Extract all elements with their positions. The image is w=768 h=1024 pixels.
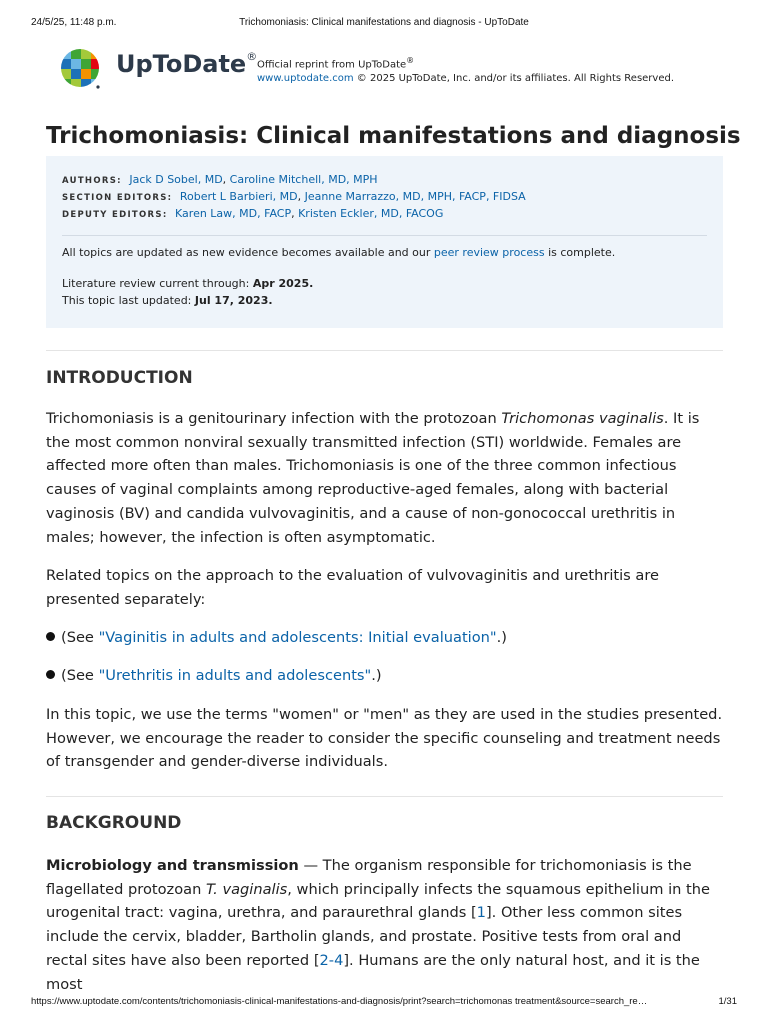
reprint-notice: Official reprint from UpToDate® www.uptodate.com © 2025 UpToDate, Inc. and/or its affiliates. All Rights Reserved.	[257, 56, 675, 85]
reference-link[interactable]: 1	[476, 904, 486, 922]
print-date: 24/5/25, 11:48 p.m.	[31, 17, 117, 28]
author-link[interactable]: Jack D Sobel, MD	[129, 173, 223, 186]
uptodate-logo-icon	[60, 48, 102, 90]
list-item: (See "Vaginitis in adults and adolescents: Initial evaluation".)	[46, 628, 726, 648]
section-editor-link[interactable]: Jeanne Marrazzo, MD, MPH, FACP, FIDSA	[304, 190, 526, 203]
uptodate-site-link[interactable]: www.uptodate.com	[257, 73, 354, 85]
reprint-text: Official reprint from UpToDate	[257, 59, 407, 71]
review-notice: All topics are updated as new evidence becomes available and our peer review process is complete.	[62, 246, 616, 259]
page-number: 1/31	[718, 996, 737, 1007]
author-link[interactable]: Caroline Mitchell, MD, MPH	[229, 173, 378, 186]
deputy-editor-link[interactable]: Karen Law, MD, FACP	[175, 207, 292, 220]
reference-link[interactable]: 2-4	[319, 951, 344, 969]
related-topic-link[interactable]: "Urethritis in adults and adolescents"	[98, 667, 372, 684]
deputy-editors-label: DEPUTY EDITORS:	[62, 210, 168, 220]
print-footer	[31, 996, 737, 1010]
print-header	[31, 17, 737, 31]
list-item: (See "Urethritis in adults and adolescents".)	[46, 666, 726, 686]
section-editor-link[interactable]: Robert L Barbieri, MD	[179, 190, 298, 203]
section-divider	[46, 796, 723, 797]
section-editors-label: SECTION EDITORS:	[62, 193, 173, 203]
literature-review-date: Literature review current through: Apr 2025.	[62, 277, 314, 290]
terminology-paragraph: In this topic, we use the terms "women" or "men" as they are used in the studies presented. However, we encourage the reader to consider the specific counseling and treatment needs of transgender and gender-diverse individuals.	[46, 706, 723, 771]
deputy-editors-line: DEPUTY EDITORS: Karen Law, MD, FACP, Kristen Eckler, MD, FACOG	[62, 207, 444, 220]
background-heading: BACKGROUND	[46, 813, 182, 833]
brand-header	[60, 46, 700, 92]
copyright-text: © 2025 UpToDate, Inc. and/or its affiliates. All Rights Reserved.	[356, 73, 675, 85]
related-topic-link[interactable]: "Vaginitis in adults and adolescents: Initial evaluation"	[98, 629, 497, 646]
introduction-heading: INTRODUCTION	[46, 368, 193, 388]
introduction-paragraph: Trichomoniasis is a genitourinary infection with the protozoan Trichomonas vaginalis. It is the most common nonviral sexually transmitted infection (STI) worldwide. Females are affected more often than males. Trichomoniasis is one of the three common infectious causes of vaginal complaints among reproductive-aged females, along with bacterial vaginosis (BV) and candida vulvovaginitis, and a cause of non-gonococcal urethritis in males; however, the infection is often asymptomatic.	[46, 410, 700, 546]
deputy-editor-link[interactable]: Kristen Eckler, MD, FACOG	[298, 207, 444, 220]
authors-label: AUTHORS:	[62, 176, 122, 186]
microbiology-subheading: Microbiology and transmission	[46, 857, 299, 874]
section-divider	[46, 350, 723, 351]
section-editors-line: SECTION EDITORS: Robert L Barbieri, MD, Jeanne Marrazzo, MD, MPH, FACP, FIDSA	[62, 190, 526, 203]
bullet-icon	[46, 670, 55, 679]
last-updated-date: This topic last updated: Jul 17, 2023.	[62, 294, 273, 307]
microbiology-paragraph: Microbiology and transmission — The organism responsible for trichomoniasis is the flagellated protozoan T. vaginalis, which principally infects the squamous epithelium in the urogenital tract: vagina, urethra, and paraurethral glands [1]. Other less common sites include the cervix, bladder, Bartholin glands, and prostate. Positive tests from oral and rectal sites have also been reported [2-4]. Humans are the only natural host, and it is the most	[46, 857, 710, 993]
authors-line: AUTHORS: Jack D Sobel, MD, Caroline Mitchell, MD, MPH	[62, 173, 378, 186]
print-url: https://www.uptodate.com/contents/trichomoniasis-clinical-manifestations-and-diagnosis/print?search=trichomonas treatment&source=search_re…	[31, 996, 648, 1007]
brand-name: UpToDate®	[116, 50, 258, 78]
info-divider	[62, 235, 707, 236]
print-page-title: Trichomoniasis: Clinical manifestations and diagnosis - UpToDate	[239, 17, 529, 28]
page-title: Trichomoniasis: Clinical manifestations and diagnosis	[46, 123, 741, 149]
topic-info-box	[46, 156, 723, 328]
related-topics-paragraph: Related topics on the approach to the evaluation of vulvovaginitis and urethritis are presented separately:	[46, 567, 659, 608]
bullet-icon	[46, 632, 55, 641]
peer-review-link[interactable]: peer review process	[433, 246, 545, 259]
